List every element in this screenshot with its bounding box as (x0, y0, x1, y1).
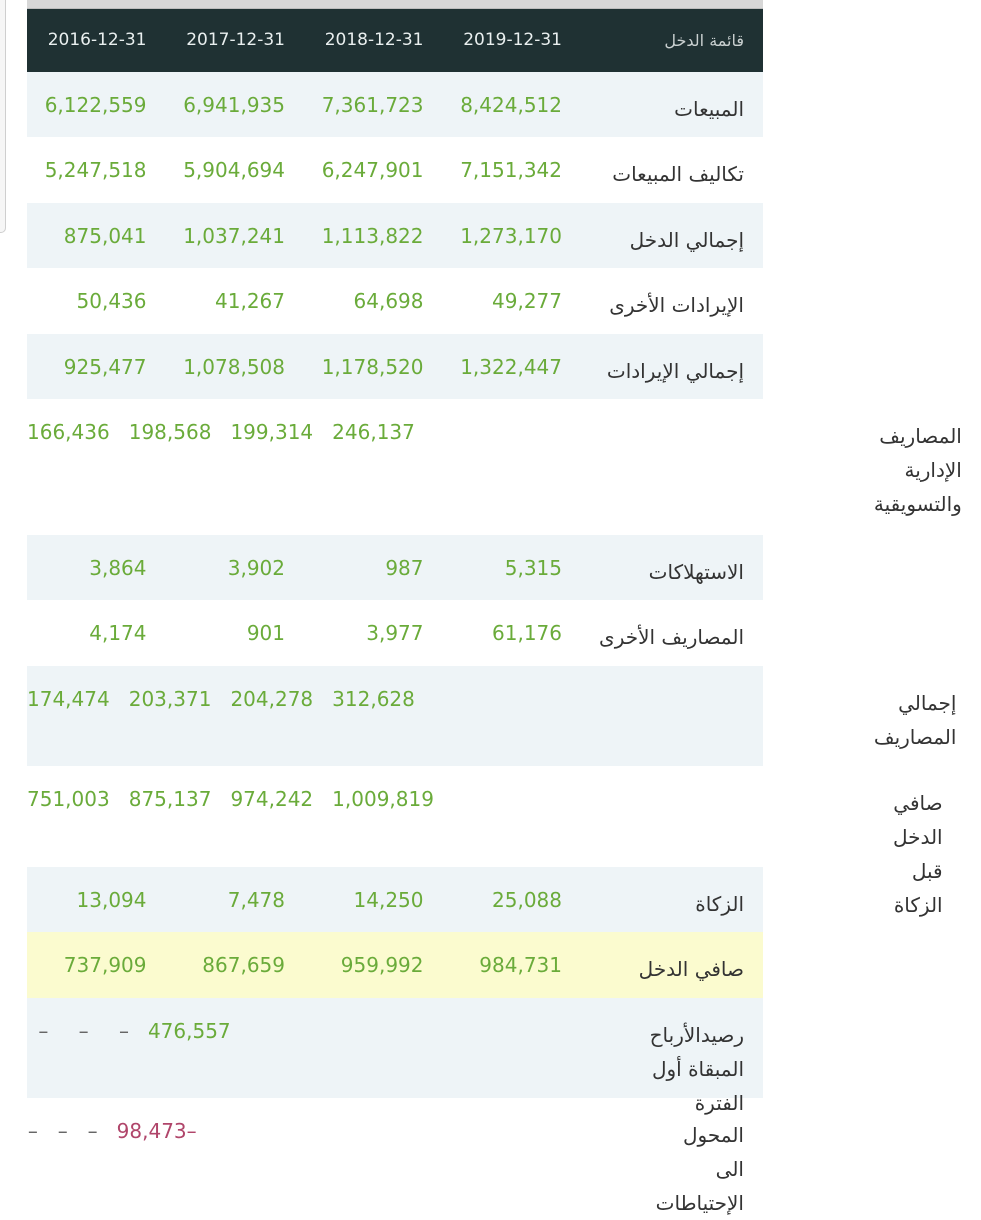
value-2017: 5,904,694 (183, 158, 285, 182)
value-2018: – (87, 1119, 98, 1143)
value-2016: 6,122,559 (44, 93, 147, 117)
value-2019: 984,731 (479, 953, 562, 977)
value-2019: 246,137 (332, 420, 415, 444)
value-2018: 987 (385, 556, 424, 580)
value-2016: – (38, 1019, 49, 1043)
row-label: المبيعات (674, 97, 744, 121)
table-row (27, 203, 763, 268)
value-2017: 3,902 (227, 556, 285, 580)
value-2019: 312,628 (332, 687, 415, 711)
table-row (27, 334, 763, 399)
value-2017: 41,267 (215, 289, 285, 313)
income-statement-table (27, 9, 962, 1215)
value-2016: 174,474 (27, 687, 110, 711)
row-label: المحول الى الإحتياطات (655, 1123, 744, 1215)
value-2016: 925,477 (63, 355, 147, 379)
value-2016: 3,864 (89, 556, 147, 580)
value-2019: 49,277 (492, 289, 562, 313)
value-2019: 8,424,512 (460, 93, 562, 117)
value-2019: 5,315 (504, 556, 562, 580)
value-2016: 166,436 (27, 420, 110, 444)
value-2017: 203,371 (128, 687, 212, 711)
table-row (27, 72, 763, 137)
value-2019: 61,176 (492, 621, 562, 645)
value-2019: 1,273,170 (460, 224, 562, 248)
value-2017: 1,037,241 (183, 224, 285, 248)
value-2017: 1,078,508 (183, 355, 285, 379)
value-2019: 1,009,819 (332, 787, 434, 811)
value-2018: 3,977 (366, 621, 424, 645)
header-year-2017[interactable]: 2017-12-31 (186, 30, 285, 50)
table-row (27, 137, 763, 203)
row-label: الزكاة (695, 892, 744, 916)
value-2016: 13,094 (76, 888, 147, 912)
value-2018: 959,992 (340, 953, 424, 977)
row-label: الإيرادات الأخرى (609, 293, 744, 317)
value-2018: 6,247,901 (321, 158, 424, 182)
side-scroll-indicator (0, 0, 6, 233)
value-2019: 7,151,342 (460, 158, 562, 182)
value-2016: 751,003 (27, 787, 110, 811)
value-2019: 1,322,447 (460, 355, 562, 379)
value-2018: 204,278 (230, 687, 314, 711)
row-label: رصيدالأرباح المبقاة أول الفترة (649, 1023, 745, 1115)
value-2017: 875,137 (128, 787, 212, 811)
table-row (27, 600, 763, 666)
header-year-2019[interactable]: 2019-12-31 (463, 30, 562, 50)
header-year-2018[interactable]: 2018-12-31 (324, 30, 424, 50)
value-2017: 7,478 (227, 888, 285, 912)
value-2018: 199,314 (230, 420, 314, 444)
value-2019-negative: 98,473– (116, 1119, 197, 1143)
table-row (27, 998, 763, 1115)
value-2018: 64,698 (353, 289, 424, 313)
row-label: صافي الدخل (638, 957, 744, 981)
header-year-2016[interactable]: 2016-12-31 (47, 30, 147, 50)
header-statement-label: قائمة الدخل (664, 31, 744, 50)
top-scroll-edge (27, 0, 763, 9)
row-label: إجمالي الإيرادات (606, 359, 744, 383)
row-label: المصاريف الأخرى (599, 625, 744, 649)
row-label: إجمالي الدخل (629, 228, 744, 252)
value-2016: 5,247,518 (44, 158, 147, 182)
row-label: إجمالي المصاريف (873, 691, 957, 749)
value-2018: – (118, 1019, 129, 1043)
value-2017: 6,941,935 (183, 93, 285, 117)
table-header (27, 9, 763, 72)
table-row (27, 535, 763, 600)
value-2017: 198,568 (128, 420, 212, 444)
table-row (27, 666, 957, 766)
value-2016: 737,909 (63, 953, 147, 977)
value-2018: 1,178,520 (321, 355, 424, 379)
table-row (27, 268, 763, 334)
row-label: تكاليف المبيعات (612, 162, 744, 186)
value-2016: 4,174 (89, 621, 147, 645)
value-2017: 867,659 (202, 953, 285, 977)
value-2017: – (57, 1119, 68, 1143)
value-2018: 7,361,723 (321, 93, 424, 117)
value-2019: 476,557 (147, 1019, 231, 1043)
value-2016: – (27, 1119, 38, 1143)
value-2017: 901 (246, 621, 285, 645)
value-2017: – (78, 1019, 89, 1043)
value-2018: 14,250 (353, 888, 424, 912)
value-2018: 974,242 (230, 787, 314, 811)
row-label: صافي الدخل قبل الزكاة (892, 791, 943, 917)
value-2016: 875,041 (63, 224, 147, 248)
value-2018: 1,113,822 (321, 224, 424, 248)
value-2019: 25,088 (492, 888, 562, 912)
table-row-highlighted (27, 932, 763, 998)
table-row (27, 399, 962, 535)
row-label: المصاريف الإدارية والتسويقية (873, 424, 962, 516)
row-label: الاستهلاكات (648, 560, 744, 584)
value-2016: 50,436 (76, 289, 147, 313)
